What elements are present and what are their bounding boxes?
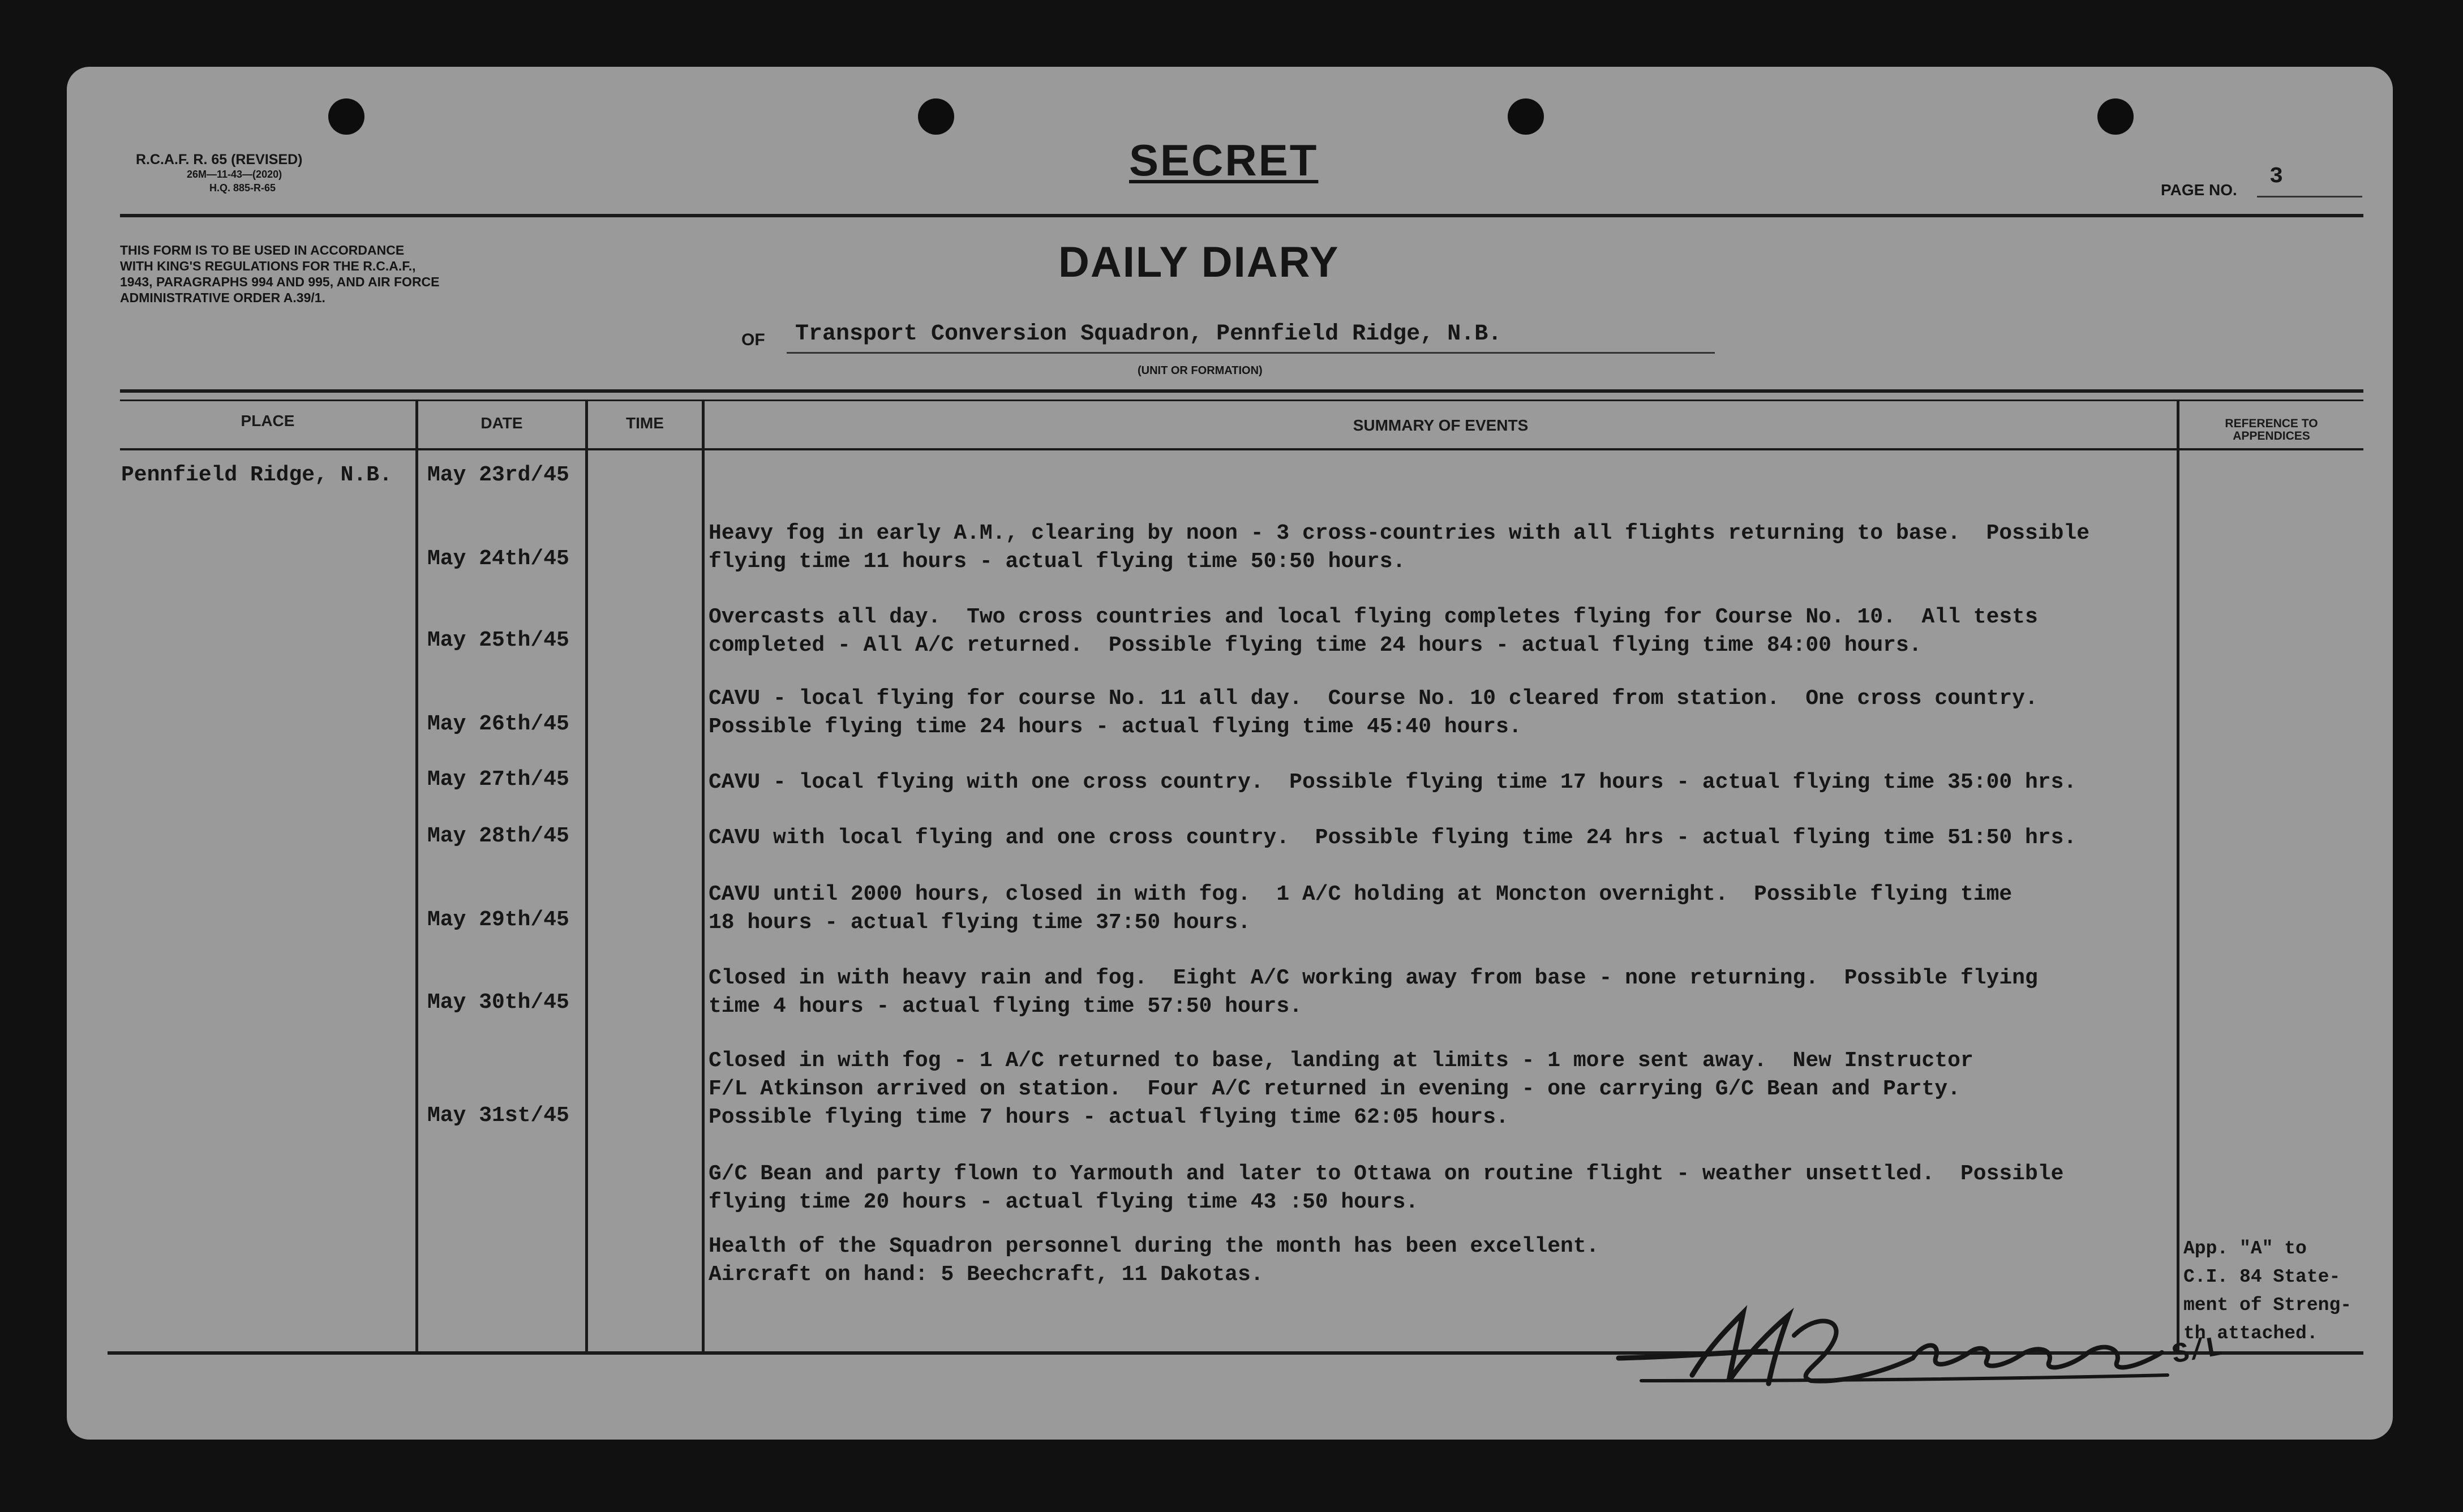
page-number-label: PAGE NO. <box>2161 181 2237 199</box>
officer-signature <box>1607 1296 2264 1403</box>
column-divider <box>415 400 418 1351</box>
page-number: 3 <box>2269 164 2284 190</box>
of-label: OF <box>741 330 765 349</box>
page-number-underline <box>2257 196 2362 197</box>
entry-date: May 26th/45 <box>427 712 569 736</box>
entry-summary: Heavy fog in early A.M., clearing by noon - 3 cross-countries with all flights returning to base. Possible flying time 11 hours - actual flying time 50:50 hours. <box>709 521 2089 574</box>
entry-date: May 27th/45 <box>427 767 569 792</box>
form-instructions: THIS FORM IS TO BE USED IN ACCORDANCE WITH KING'S REGULATIONS FOR THE R.C.A.F., 1943, PARAGRAPHS 994 AND 995, AND AIR FORCE ADMINISTRATIVE ORDER A.39/1. <box>120 243 440 305</box>
form-hq-code: H.Q. 885-R-65 <box>209 182 276 194</box>
punch-hole <box>1508 98 1544 135</box>
entry-date: May 31st/45 <box>427 1103 569 1128</box>
entry-summary: CAVU - local flying for course No. 11 all day. Course No. 10 cleared from station. One cross country. Possible flying time 24 hours - actual flying time 45:40 hours. <box>709 686 2038 739</box>
unit-name: Transport Conversion Squadron, Pennfield Ridge, N.B. <box>795 321 1502 347</box>
entry-summary: CAVU with local flying and one cross country. Possible flying time 24 hrs - actual flying time 51:50 hrs. <box>709 826 2077 850</box>
closing-remarks: Health of the Squadron personnel during the month has been excellent. Aircraft on hand: 5 Beechcraft, 11 Dakotas. <box>709 1234 1599 1287</box>
entry-summary: CAVU until 2000 hours, closed in with fog. 1 A/C holding at Moncton overnight. Possible flying time 18 hours - actual flying time 37:50 hours. <box>709 882 2013 935</box>
column-header-place: PLACE <box>241 412 295 429</box>
column-divider <box>2177 400 2179 1351</box>
column-header-date: DATE <box>480 414 523 432</box>
signature-rank: S/L <box>2169 1331 2226 1372</box>
place-cell: Pennfield Ridge, N.B. <box>121 463 392 487</box>
column-divider <box>585 400 588 1351</box>
entry-date: May 23rd/45 <box>427 463 569 487</box>
entry-summary: Closed in with fog - 1 A/C returned to base, landing at limits - 1 more sent away. New Instructor F/L Atkinson arrived on station. Four A/C returned in evening - one carrying G/C Bean and Party. Possible flying time 7 hours - actual flying time 62:05 hours. <box>709 1049 1973 1129</box>
entry-date: May 30th/45 <box>427 990 569 1015</box>
column-divider <box>702 400 705 1351</box>
entry-date: May 29th/45 <box>427 908 569 932</box>
column-header-time: TIME <box>626 414 664 432</box>
form-code: R.C.A.F. R. 65 (REVISED) <box>136 152 303 167</box>
punch-hole <box>328 98 364 135</box>
column-header-summary: SUMMARY OF EVENTS <box>1353 416 1529 434</box>
unit-caption: (UNIT OR FORMATION) <box>1138 364 1263 377</box>
column-header-reference: REFERENCE TO APPENDICES <box>2225 417 2318 443</box>
entry-summary: Overcasts all day. Two cross countries and local flying completes flying for Course No. 10. All tests completed - All A/C returned. Possible flying time 24 hours - actual flying time 84:00 hours. <box>709 605 2038 658</box>
column-header-rule <box>120 448 2363 450</box>
form-print-code: 26M—11-43—(2020) <box>187 169 282 180</box>
classification-stamp: SECRET <box>1129 135 1319 185</box>
entry-summary: CAVU - local flying with one cross country. Possible flying time 17 hours - actual flying time 35:00 hrs. <box>709 770 2077 794</box>
punch-hole <box>2097 98 2134 135</box>
table-top-rule-2 <box>120 400 2363 401</box>
entry-summary: G/C Bean and party flown to Yarmouth and later to Ottawa on routine flight - weather unsettled. Possible flying time 20 hours - actual flying time 43 :50 hours. <box>709 1162 2064 1214</box>
diary-title: DAILY DIARY <box>1058 238 1340 286</box>
punch-hole <box>918 98 954 135</box>
header-rule <box>120 214 2363 217</box>
entry-date: May 24th/45 <box>427 547 569 571</box>
table-top-rule <box>120 389 2363 393</box>
entry-date: May 28th/45 <box>427 824 569 848</box>
unit-underline <box>787 352 1715 354</box>
appendix-reference: App. "A" to C.I. 84 State- ment of Streng- th attached. <box>2183 1238 2352 1344</box>
entry-date: May 25th/45 <box>427 628 569 652</box>
entry-summary: Closed in with heavy rain and fog. Eight A/C working away from base - none returning. Possible flying time 4 hours - actual flying time 57:50 hours. <box>709 966 2038 1019</box>
